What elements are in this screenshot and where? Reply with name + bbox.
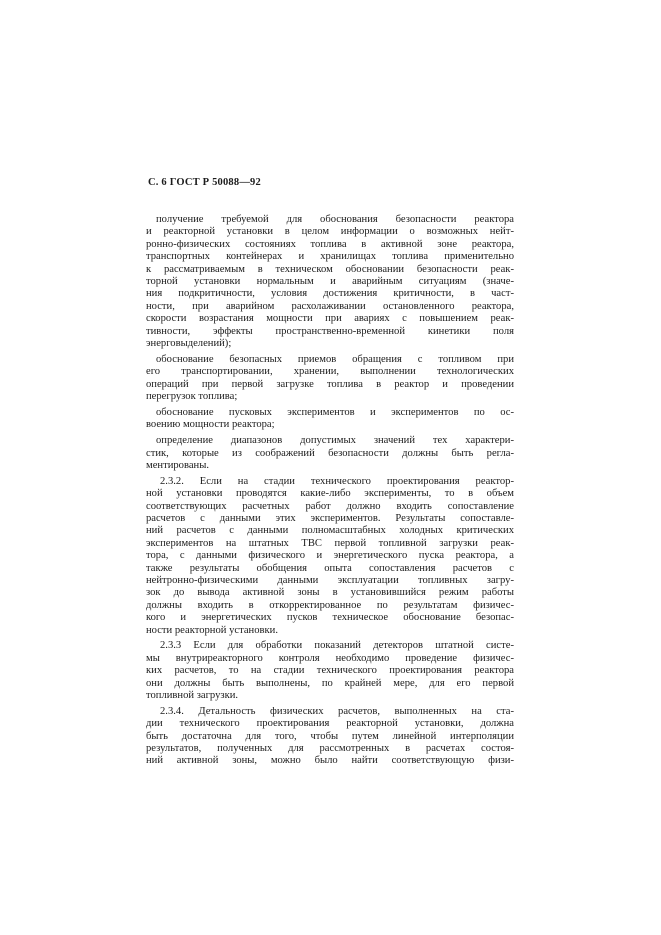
text-line: ний активной зоны, можно было найти соответствующую физи-: [146, 755, 514, 767]
text-line: перегрузок топлива;: [146, 390, 238, 402]
text-line: ментированы.: [146, 459, 209, 471]
text-line: кого и энергетических пусков техническое обоснование безопас-: [146, 612, 514, 624]
text-line: 2.3.3 Если для обработки показаний детекторов штатной систе-: [160, 640, 514, 652]
text-line: скорости возрастания мощности при авариях с повышением реак-: [146, 313, 514, 325]
text-line: торной установки нормальным и аварийным ситуациям (значе-: [146, 275, 514, 287]
text-line: его транспортировании, хранении, выполнении технологических: [146, 366, 514, 378]
text-line: ной установки проводятся какие-либо эксперименты, то в объем: [146, 488, 514, 500]
text-line: ности реакторной установки.: [146, 624, 278, 636]
text-line: 2.3.4. Детальность физических расчетов, выполненных на ста-: [160, 705, 514, 717]
paragraph-parameter-ranges: [146, 435, 514, 472]
text-line: определение диапазонов допустимых значений тех характери-: [156, 435, 514, 447]
paragraph-2-3-3: [146, 640, 514, 702]
text-line: ния подкритичности, условия достижения критичности, в част-: [146, 288, 514, 300]
text-line: мы внутриреакторного контроля необходимо проведение физичес-: [146, 652, 514, 664]
text-line: они должны быть выполнены, по крайней мере, для его первой: [146, 677, 514, 689]
text-line: воению мощности реактора;: [146, 419, 275, 431]
text-line: ности, при аварийном расхолаживании остановленного реактора,: [146, 300, 514, 312]
text-line: стик, которые из соображений безопасности должны быть регла-: [146, 447, 514, 459]
text-line: обоснование пусковых экспериментов и экспериментов по ос-: [156, 406, 514, 418]
text-line: зок до вывода активной зоны в установившийся режим работы: [146, 587, 514, 599]
paragraph-fuel-handling: [146, 354, 514, 404]
paragraph-2-3-4: [146, 706, 514, 768]
text-line: результатов, полученных для рассмотренных в расчетах состоя-: [146, 743, 514, 755]
text-line: тора, с данными физического и энергетического пуска реактора, а: [146, 550, 514, 562]
text-line: энерговыделений);: [146, 337, 232, 349]
running-head: С. 6 ГОСТ Р 50088—92: [148, 177, 261, 188]
text-line: тивности, эффекты пространственно-временной кинетики поля: [146, 325, 514, 337]
text-line: также результаты обобщения опыта сопоставления расчетов с: [146, 562, 514, 574]
text-line: расчетов с данными этих экспериментов. Результаты сопоставле-: [146, 512, 514, 524]
body-text: [146, 214, 514, 771]
text-line: топливной загрузки.: [146, 689, 239, 701]
text-line: и реакторной установки в целом информации о возможных нейт-: [146, 226, 514, 238]
text-line: экспериментов на штатных ТВС первой топливной загрузки реак-: [146, 537, 514, 549]
text-line: ронно-физических состояниях топлива в активной зоне реактора,: [146, 238, 514, 250]
paragraph-neutron-physics-info: [146, 214, 514, 350]
text-line: транспортных контейнерах и хранилищах топлива применительно: [146, 251, 514, 263]
text-line: к рассматриваемым в техническом обосновании безопасности реак-: [146, 263, 514, 275]
paragraph-startup-experiments: [146, 407, 514, 432]
text-line: ний расчетов с данными полномасштабных холодных критических: [146, 525, 514, 537]
text-line: быть достаточна для того, чтобы путем линейной интерполяции: [146, 730, 514, 742]
text-line: должны входить в откорректированное по результатам физичес-: [146, 599, 514, 611]
paragraph-2-3-2: [146, 476, 514, 637]
text-line: получение требуемой для обоснования безопасности реактора: [156, 214, 514, 225]
text-line: нейтронно-физическими данными эксплуатации топливных загру-: [146, 574, 514, 586]
text-line: 2.3.2. Если на стадии технического проектирования реактор-: [160, 475, 514, 487]
text-line: операций при первой загрузке топлива в реактор и проведении: [146, 378, 514, 390]
text-line: обоснование безопасных приемов обращения с топливом при: [156, 353, 514, 365]
text-line: соответствующих расчетных работ должно входить сопоставление: [146, 500, 514, 512]
text-line: дии технического проектирования реакторной установки, должна: [146, 718, 514, 730]
text-line: ких расчетов, то на стадии технического проектирования реактора: [146, 665, 514, 677]
